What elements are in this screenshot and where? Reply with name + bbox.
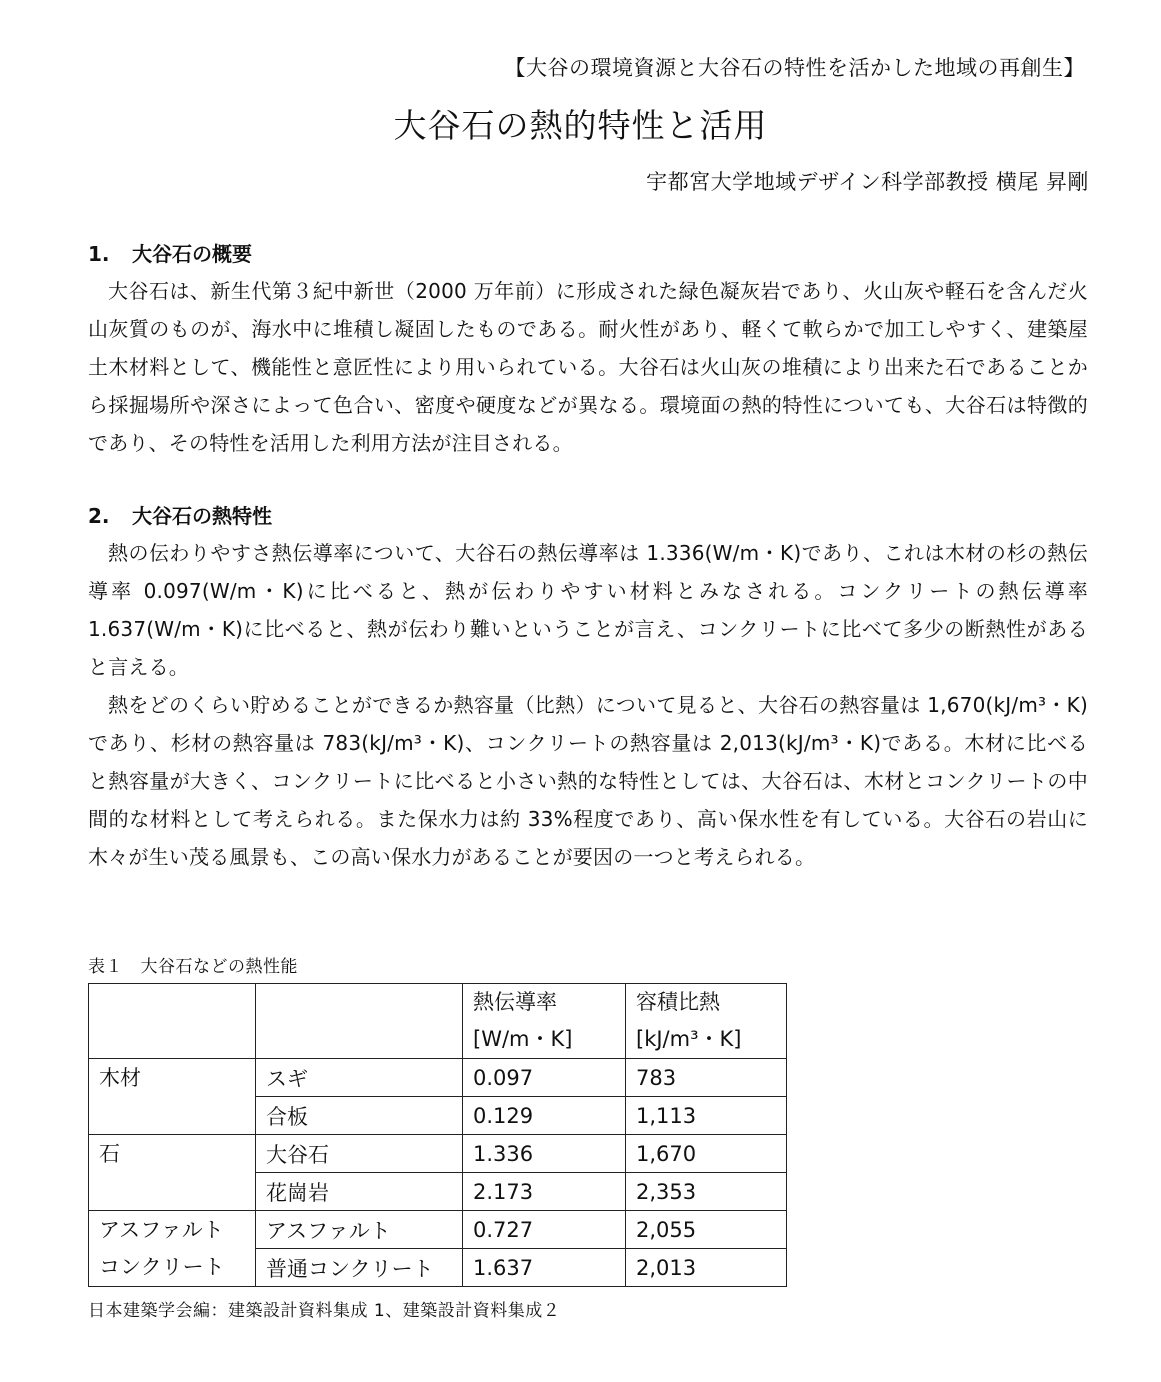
section-heading [88, 236, 1088, 272]
conductivity-cell: 1.336 [463, 1135, 626, 1173]
group-cell [89, 1135, 256, 1211]
header-unit: [kJ/m³・K] [636, 1027, 742, 1051]
series-title: 【大谷の環境資源と大谷石の特性を活かした地域の再創生】 [504, 56, 1085, 80]
header-cell-empty [89, 984, 256, 1059]
paragraph: 熱の伝わりやすさ熱伝導率について、大谷石の熱伝導率は 1.336(W/m・K)であり、これは木材の杉の熱伝導率 0.097(W/m・K)に比べると、熱が伝わりやすい材料とみなされる。コンクリートの熱伝導率 1.637(W/m・K)に比べると、熱が伝わり難いということが言え、コンクリートに比べて多少の断熱性があると言える。 [88, 541, 1088, 679]
conductivity-cell: 0.129 [463, 1097, 626, 1135]
section-heading [88, 498, 1088, 534]
heat-capacity-cell: 1,670 [626, 1135, 787, 1173]
header-label: 容積比熱 [636, 990, 720, 1014]
group-cell [89, 1211, 256, 1287]
material-cell: スギ [256, 1059, 463, 1097]
paragraph: 熱をどのくらい貯めることができるか熱容量（比熱）について見ると、大谷石の熱容量は 1,670(kJ/m³・K)であり、杉材の熱容量は 783(kJ/m³・K)、コンクリートの熱容量は 2,013(kJ/m³・K)である。木材に比べると熱容量が大きく、コンクリートに比べると小さい熱的な特性としては、大谷石は、木材とコンクリートの中間的な材料として考えられる。また保水力は約 33%程度であり、高い保水性を有している。大谷石の岩山に木々が生い茂る風景も、この高い保水力があることが要因の一つと考えられる。 [88, 693, 1088, 869]
group-cell [89, 1059, 256, 1135]
table-header-row [89, 984, 787, 1059]
thermal-performance-table [88, 983, 787, 1287]
material-cell: アスファルト [256, 1211, 463, 1249]
table-row [89, 1059, 787, 1097]
heat-capacity-cell: 2,055 [626, 1211, 787, 1249]
table-row [89, 1211, 787, 1249]
conductivity-cell: 0.097 [463, 1059, 626, 1097]
heat-capacity-cell: 1,113 [626, 1097, 787, 1135]
header-label: 熱伝導率 [473, 990, 557, 1014]
conductivity-cell: 0.727 [463, 1211, 626, 1249]
paragraph: 大谷石は、新生代第３紀中新世（2000 万年前）に形成された緑色凝灰岩であり、火山灰や軽石を含んだ火山灰質のものが、海水中に堆積し凝固したものである。耐火性があり、軽くて軟らかで加工しやすく、建築屋土木材料として、機能性と意匠性により用いられている。大谷石は火山灰の堆積により出来た石であることから採掘場所や深さによって色合い、密度や硬度などが異なる。環境面の熱的特性についても、大谷石は特徴的であり、その特性を活用した利用方法が注目される。 [88, 279, 1088, 455]
heat-capacity-cell: 2,353 [626, 1173, 787, 1211]
header-cell-heat-capacity [626, 984, 787, 1059]
material-cell: 普通コンクリート [256, 1249, 463, 1287]
header-cell-conductivity [463, 984, 626, 1059]
section-heading-text: 大谷石の熱特性 [132, 504, 272, 528]
material-cell: 大谷石 [256, 1135, 463, 1173]
section-thermal [88, 498, 1088, 876]
group-label: コンクリート [99, 1255, 225, 1279]
section-heading-text: 大谷石の概要 [132, 242, 252, 266]
heat-capacity-cell: 2,013 [626, 1249, 787, 1287]
group-label: 木材 [99, 1066, 141, 1090]
header-cell-empty [256, 984, 463, 1059]
section-number: 2. [88, 504, 110, 528]
section-overview [88, 236, 1088, 462]
group-label: アスファルト [99, 1218, 224, 1242]
material-cell: 花崗岩 [256, 1173, 463, 1211]
conductivity-cell: 2.173 [463, 1173, 626, 1211]
table-row [89, 1135, 787, 1173]
table-caption: 表１ 大谷石などの熱性能 [88, 957, 298, 977]
heat-capacity-cell: 783 [626, 1059, 787, 1097]
conductivity-cell: 1.637 [463, 1249, 626, 1287]
group-label: 石 [99, 1142, 120, 1166]
section-number: 1. [88, 242, 110, 266]
header-unit: [W/m・K] [473, 1027, 573, 1051]
page-title: 大谷石の熱的特性と活用 [393, 106, 768, 145]
table-source: 日本建築学会編：建築設計資料集成 1、建築設計資料集成２ [88, 1301, 561, 1321]
author-line: 宇都宮大学地域デザイン科学部教授 横尾 昇剛 [646, 170, 1089, 194]
material-cell: 合板 [256, 1097, 463, 1135]
